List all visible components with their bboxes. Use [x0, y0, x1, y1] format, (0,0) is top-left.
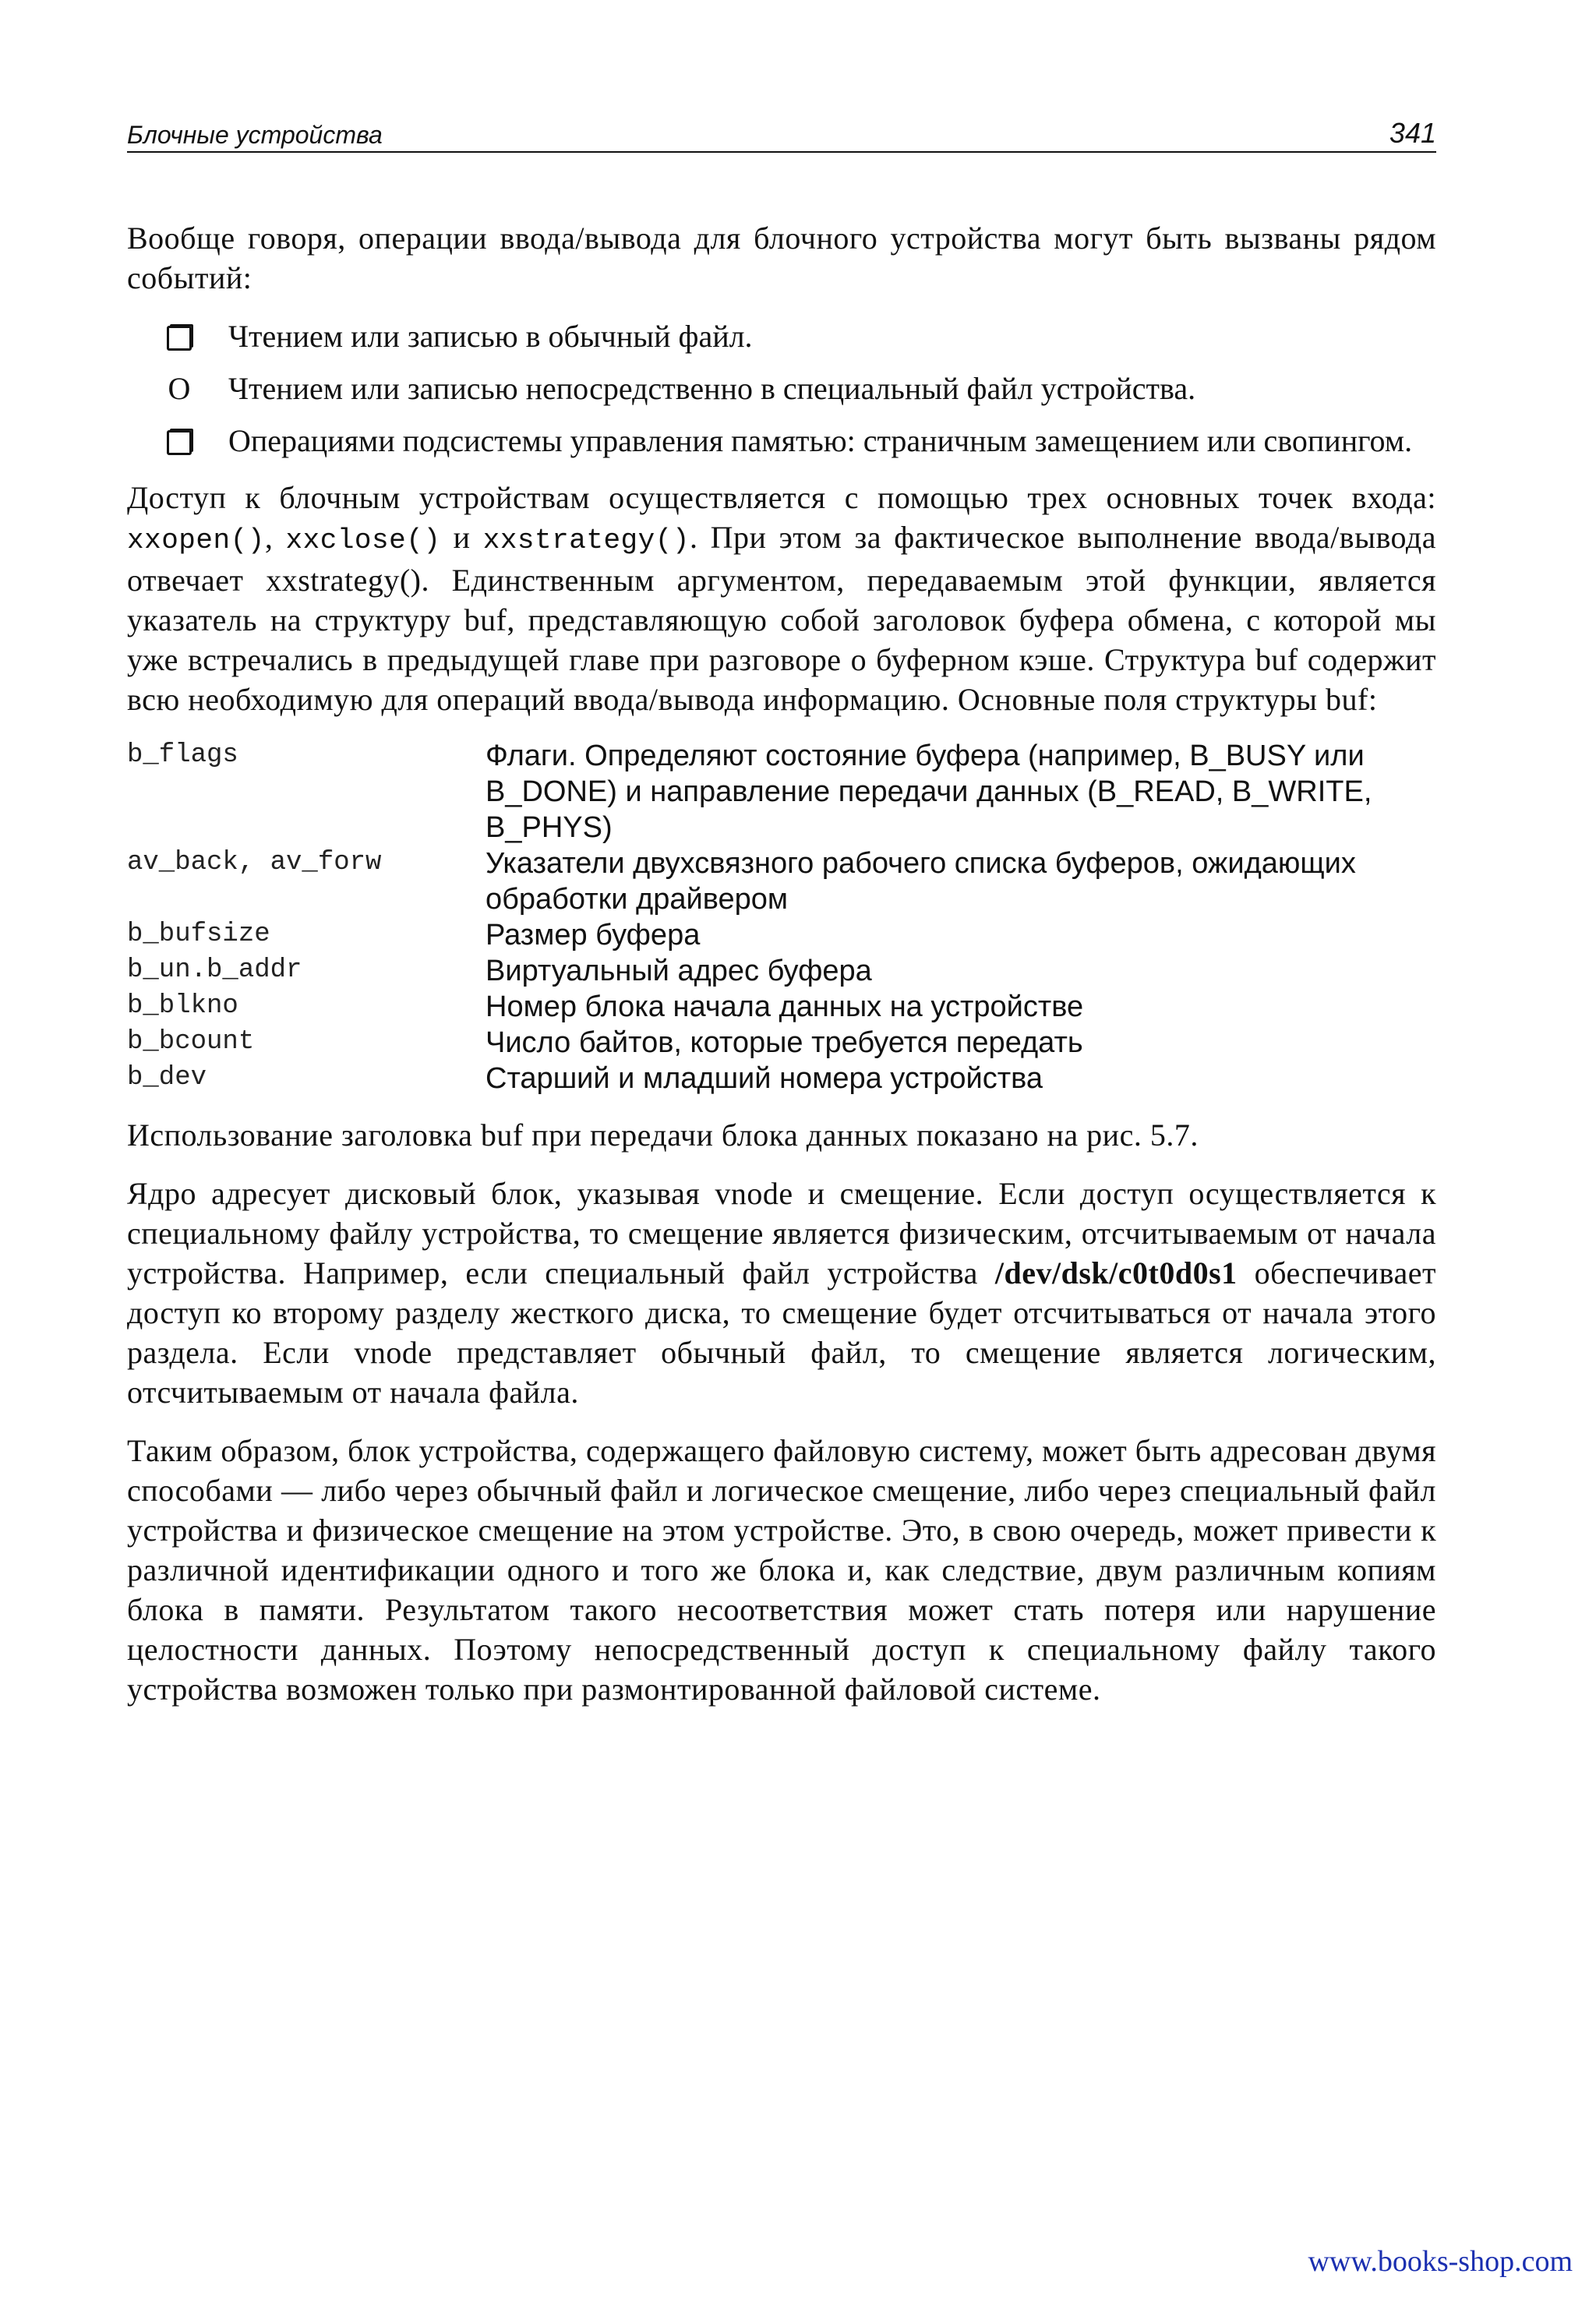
running-head-title: Блочные устройства [127, 121, 383, 149]
table-row [127, 1025, 1436, 1061]
text-run: обеспечивает доступ ко второму разделу жесткого диска, то смещение будет отсчитываться от начала этого раздела. Если vnode представляет обычный файл, то смещение является логическим, отсчитываемым от начала файла. [127, 1255, 1436, 1410]
list-item-text: Операциями подсистемы управления памятью: страничным замещением или свопингом. [228, 423, 1413, 458]
table-row [127, 989, 1436, 1025]
field-description: Размер буфера [486, 919, 701, 952]
vnode-offset-paragraph [127, 1174, 1436, 1412]
table-row [127, 1061, 1436, 1096]
field-name: b_bufsize [127, 920, 270, 949]
table-row [127, 917, 1436, 953]
conclusion-paragraph: Таким образом, блок устройства, содержащего файловую систему, может быть адресован двумя способами — либо через обычный файл и логическое смещение, либо через специальный файл устройства и физическое смещение на этом устройстве. Это, в свою очередь, может привести к различной идентификации одного и того же блока и, как следствие, двум различным копиям блока в памяти. Результатом такого несоответствия может стать потеря или нарушение целостности данных. Поэтому непосредственный доступ к специальному файлу такого устройства возможен только при размонтированной файловой системе. [127, 1433, 1436, 1707]
page-body [127, 218, 1436, 1728]
field-description: Номер блока начала данных на устройстве [486, 990, 1084, 1023]
field-name: b_dev [127, 1063, 207, 1093]
field-description: Флаги. Определяют состояние буфера (например, B_BUSY или B_DONE) и направление передачи данных (B_READ, B_WRITE, B_PHYS) [486, 740, 1372, 844]
text-run: Доступ к блочным устройствам осуществляется с помощью трех основных точек входа: [127, 480, 1436, 515]
list-item [127, 421, 1436, 461]
bullet-list [127, 316, 1436, 461]
text-run: и [440, 520, 483, 555]
list-item-text: Чтением или записью непосредственно в специальный файл устройства. [228, 371, 1196, 406]
entry-points-paragraph [127, 478, 1436, 719]
footer-watermark-link[interactable]: www.books-shop.com [1308, 2245, 1573, 2278]
field-name: b_bcount [127, 1027, 255, 1057]
field-name: b_flags [127, 740, 238, 770]
list-item-text: Чтением или записью в обычный файл. [228, 319, 753, 354]
field-description: Указатели двухсвязного рабочего списка буферов, ожидающих обработки драйвером [486, 847, 1356, 916]
checkbox-bullet-icon [160, 421, 199, 464]
buf-fields-table [127, 738, 1436, 1096]
field-description: Старший и младший номера устройства [486, 1062, 1043, 1095]
list-item [127, 316, 1436, 356]
field-description: Виртуальный адрес буфера [486, 955, 872, 987]
page-header [127, 114, 1436, 153]
letter-bullet: O [168, 371, 191, 406]
field-name: av_back, av_forw [127, 848, 382, 877]
code-xxopen: xxopen() [127, 524, 265, 556]
field-description: Число байтов, которые требуется передать [486, 1026, 1083, 1059]
page-number: 341 [1389, 117, 1436, 149]
device-path: /dev/dsk/c0t0d0s1 [994, 1255, 1238, 1290]
figure-reference-paragraph: Использование заголовка buf при передачи блока данных показано на рис. 5.7. [127, 1117, 1199, 1153]
field-name: b_un.b_addr [127, 955, 302, 985]
text-run: Ядро адресует дисковый блок, указывая vnode и смещение. Если доступ осуществляется к специальному файлу устройства, то смещение является физическим, отсчитываемым от начала устройства. Например, если специальный файл устройства [127, 1176, 1436, 1290]
field-name: b_blkno [127, 991, 238, 1021]
list-item [127, 369, 1436, 408]
text-run: . При этом за фактическое выполнение ввода/вывода отвечает xxstrategy(). Единственным аргументом, передаваемым этой функции, является указатель на структуру buf, представляющую собой заголовок буфера обмена, с которой мы уже встречались в предыдущей главе при разговоре о буферном кэше. Структура buf содержит всю необходимую для операций ввода/вывода информацию. Основные поля структуры buf: [127, 520, 1437, 717]
code-xxstrategy: xxstrategy() [482, 524, 690, 556]
intro-paragraph: Вообще говоря, операции ввода/вывода для блочного устройства могут быть вызваны рядом событий: [127, 221, 1436, 295]
table-row [127, 738, 1436, 846]
table-row [127, 953, 1436, 989]
table-row [127, 846, 1436, 917]
checkbox-bullet-icon [160, 316, 199, 360]
text-run: , [264, 520, 286, 555]
code-xxclose: xxclose() [285, 524, 441, 556]
